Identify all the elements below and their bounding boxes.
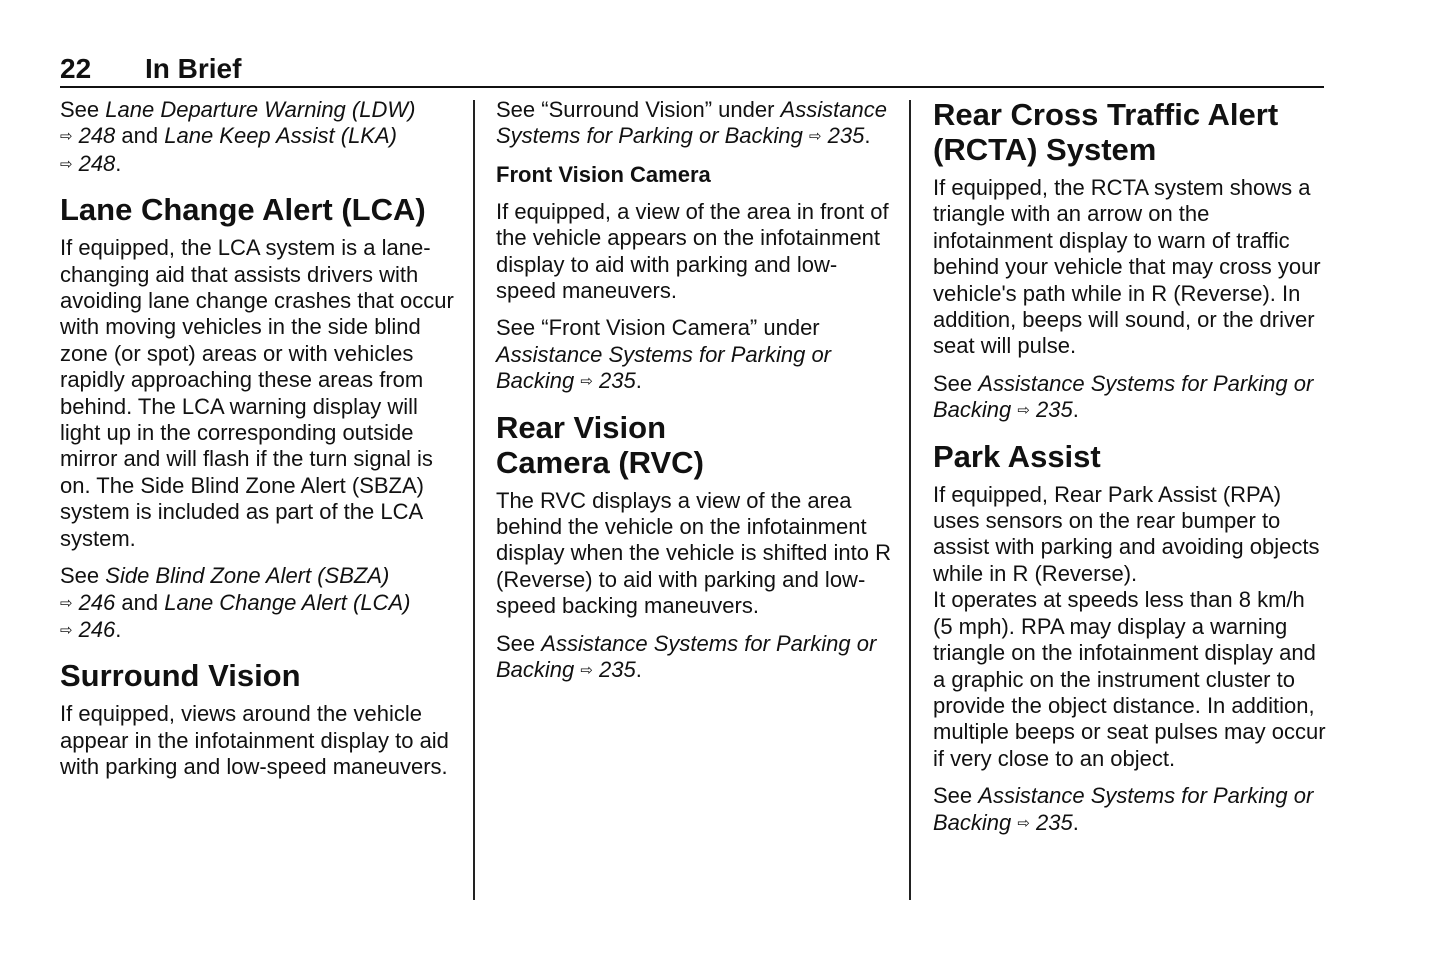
page-link[interactable]: ⇨ 248 — [60, 123, 115, 148]
park-assist-reference: See Assistance Systems for Parking or Backing ⇨ 235. — [933, 783, 1328, 837]
page-link[interactable]: ⇨ 235 — [1017, 810, 1072, 835]
arrow-right-icon: ⇨ — [580, 662, 593, 680]
parking-assistance-link[interactable]: Assistance Systems for Parking or Backing — [933, 783, 1314, 835]
park-assist-body: If equipped, Rear Park Assist (RPA) uses sensors on the rear bumper to assist with parking and avoiding objects while in R (Reverse). — [933, 481, 1320, 586]
surround-vision-body: If equipped, views around the vehicle appear in the infotainment display to aid with parking and low-speed maneuvers. — [60, 701, 449, 780]
page-header — [60, 50, 1324, 86]
column-2 — [496, 97, 891, 696]
rvc-heading: Rear Vision Camera (RVC) — [496, 409, 704, 480]
arrow-right-icon: ⇨ — [60, 621, 73, 639]
lca-body: If equipped, the LCA system is a lane-changing aid that assists drivers with avoiding lane change crashes that occur with moving vehicles in the side blind zone (or spot) areas or with vehicles rapidly approaching these areas from behind. The LCA warning display will light up in the corresponding outside mirror and will flash if the turn signal is on. The Side Blind Zone Alert (SBZA) system is included as part of the LCA system. — [60, 235, 454, 551]
sbza-lca-reference: See Side Blind Zone Alert (SBZA) ⇨ 246 and Lane Change Alert (LCA) ⇨ 246. — [60, 563, 455, 644]
front-vision-camera-reference: See “Front Vision Camera” under Assistance Systems for Parking or Backing ⇨ 235. — [496, 315, 891, 395]
arrow-right-icon: ⇨ — [60, 594, 73, 612]
front-vision-camera-heading: Front Vision Camera — [496, 161, 711, 187]
surround-vision-heading: Surround Vision — [60, 658, 301, 694]
parking-assistance-link[interactable]: Assistance Systems for Parking or Backing — [496, 341, 832, 394]
arrow-right-icon: ⇨ — [809, 128, 822, 146]
page-number: 22 — [60, 53, 92, 84]
arrow-right-icon: ⇨ — [580, 373, 593, 391]
header-rule — [60, 86, 1324, 88]
column-1 — [60, 97, 455, 792]
rvc-reference: See Assistance Systems for Parking or Backing ⇨ 235. — [496, 631, 891, 685]
lka-link[interactable]: Lane Keep Assist (LKA) — [164, 123, 397, 149]
page-link[interactable]: ⇨ 248 — [60, 151, 115, 176]
rcta-body: If equipped, the RCTA system shows a triangle with an arrow on the infotainment display to warn of traffic behind your vehicle that may cross your vehicle's path while in R (Reverse). In addition, beeps will sound, or the driver seat will pulse. — [933, 175, 1321, 359]
sbza-link[interactable]: Side Blind Zone Alert (SBZA) — [105, 563, 390, 589]
parking-assistance-link[interactable]: Assistance Systems for Parking or Backing — [496, 97, 887, 149]
lca-link[interactable]: Lane Change Alert (LCA) — [164, 589, 411, 615]
page-link[interactable]: ⇨ 246 — [60, 617, 115, 642]
column-divider — [473, 100, 475, 900]
page-link[interactable]: ⇨ 235 — [809, 123, 864, 148]
arrow-right-icon: ⇨ — [1017, 814, 1030, 832]
lca-heading: Lane Change Alert (LCA) — [60, 192, 426, 228]
column-3 — [933, 97, 1328, 848]
column-divider — [909, 100, 911, 900]
parking-assistance-link[interactable]: Assistance Systems for Parking or Backing — [496, 630, 877, 683]
rcta-reference: See Assistance Systems for Parking or Backing ⇨ 235. — [933, 371, 1328, 425]
parking-assistance-link[interactable]: Assistance Systems for Parking or Backing — [933, 370, 1314, 423]
park-assist-body-continued: It operates at speeds less than 8 km/h (5 mph). RPA may display a warning triangle on the infotainment display and a graphic on the instrument cluster to provide the object distance. In addition, multiple beeps or seat pulses may occur if very close to an object. — [933, 587, 1326, 771]
arrow-right-icon: ⇨ — [60, 128, 73, 146]
rcta-heading: Rear Cross Traffic Alert (RCTA) System — [933, 97, 1279, 167]
page-link[interactable]: ⇨ 246 — [60, 590, 115, 615]
ldw-link[interactable]: Lane Departure Warning (LDW) — [105, 97, 416, 122]
surround-vision-reference: See “Surround Vision” under Assistance Systems for Parking or Backing ⇨ 235. — [496, 97, 891, 151]
section-title: In Brief — [145, 53, 242, 84]
page-link[interactable]: ⇨ 235 — [580, 368, 635, 393]
rvc-body: The RVC displays a view of the area behind the vehicle on the infotainment display when the vehicle is shifted into R (Reverse) to aid with parking and low-speed backing maneuvers. — [496, 487, 891, 619]
page-link[interactable]: ⇨ 235 — [580, 657, 635, 682]
park-assist-heading: Park Assist — [933, 438, 1101, 474]
page-link[interactable]: ⇨ 235 — [1017, 397, 1072, 422]
arrow-right-icon: ⇨ — [1017, 402, 1030, 420]
front-vision-camera-body: If equipped, a view of the area in front of the vehicle appears on the infotainment display to aid with parking and low-speed maneuvers. — [496, 198, 889, 304]
ldw-lka-reference: See Lane Departure Warning (LDW) ⇨ 248 and Lane Keep Assist (LKA) ⇨ 248. — [60, 97, 455, 178]
arrow-right-icon: ⇨ — [60, 155, 73, 173]
